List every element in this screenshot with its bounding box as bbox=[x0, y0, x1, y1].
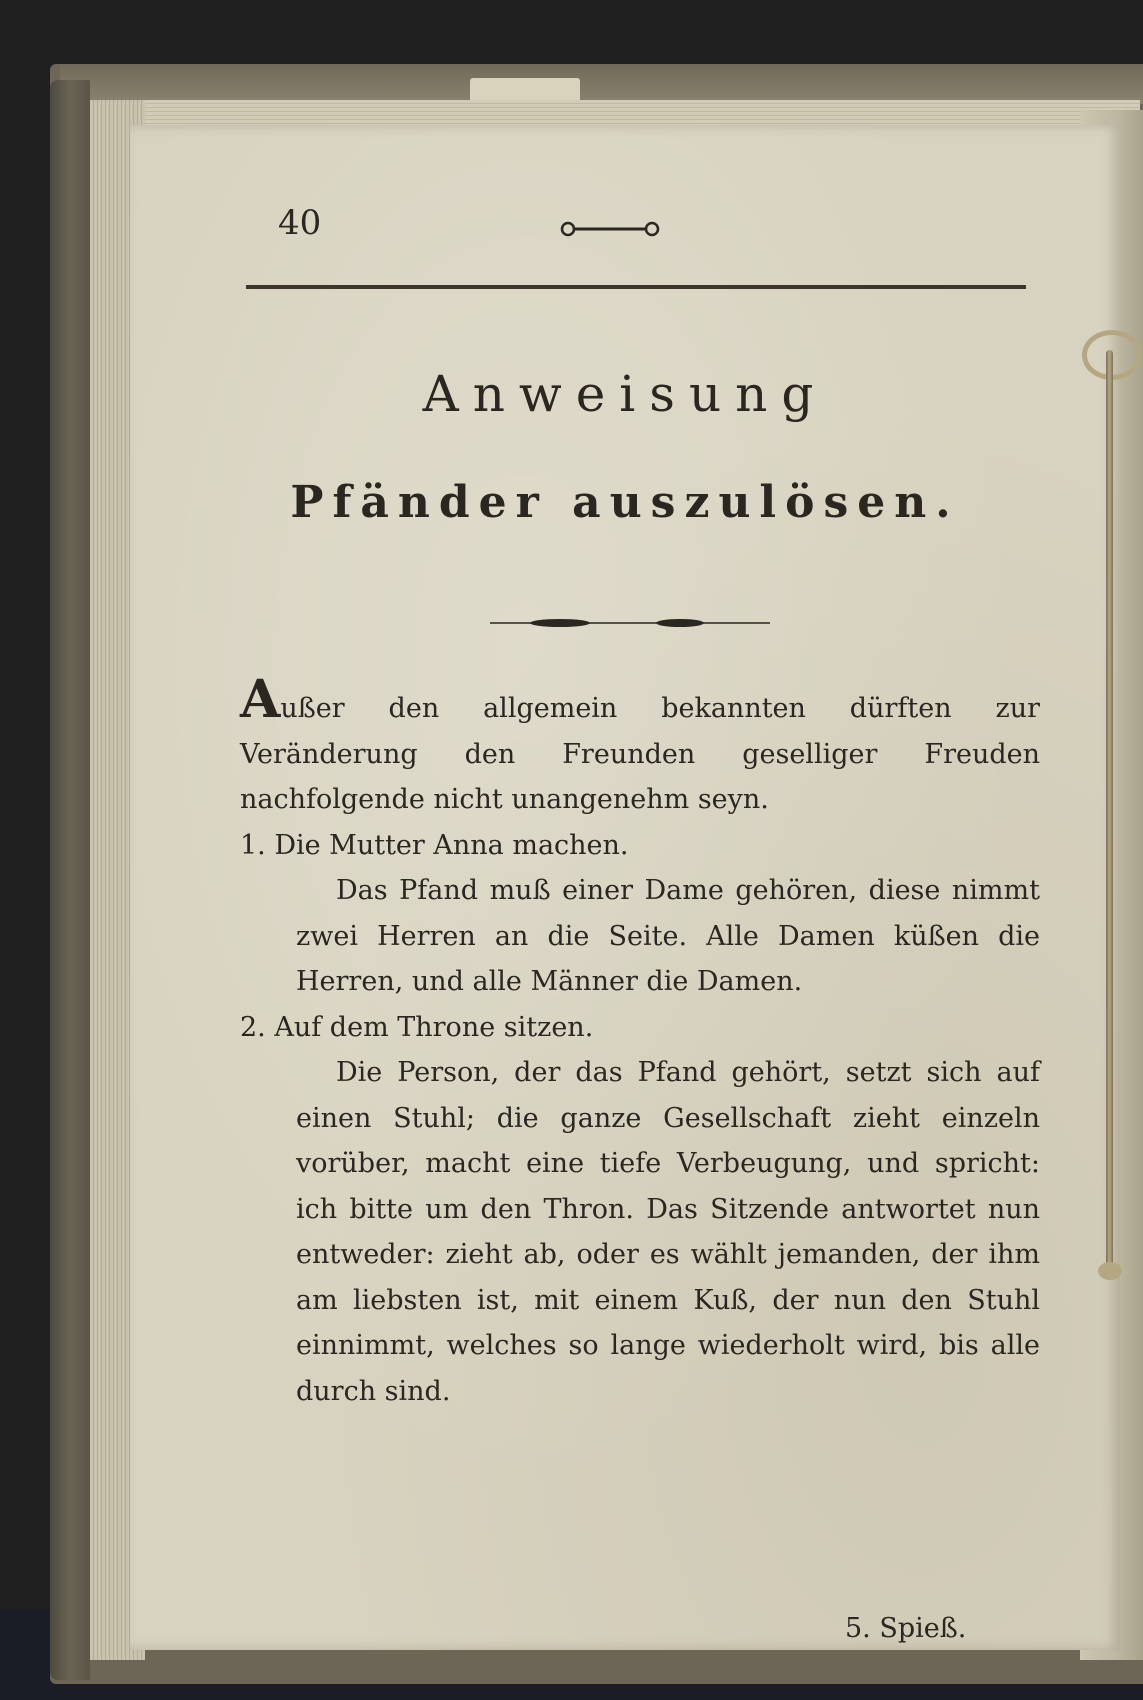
page-title: Anweisung bbox=[422, 365, 828, 423]
book-spine bbox=[50, 80, 90, 1680]
item-body: Das Pfand muß einer Dame gehören, diese nimmt zwei Herren an die Seite. Alle Damen küßen die Herren, und alle Männer die Damen. bbox=[296, 875, 1040, 997]
header-rule bbox=[246, 285, 1026, 289]
binding-thread-knot bbox=[1098, 1262, 1122, 1280]
intro-paragraph bbox=[240, 669, 1040, 823]
page-number: 40 bbox=[278, 203, 322, 243]
page-subtitle: Pfänder auszulösen. bbox=[290, 477, 960, 528]
item-heading: 2. Auf dem Throne sitzen. bbox=[240, 1011, 594, 1043]
catchword: 5. Spieß. bbox=[845, 1613, 967, 1644]
item-heading: 1. Die Mutter Anna machen. bbox=[240, 829, 629, 861]
drop-initial: A bbox=[240, 669, 281, 730]
book-top-edge bbox=[60, 64, 1143, 104]
book-page bbox=[130, 125, 1120, 1650]
item-body: Die Person, der das Pfand gehört, setzt sich auf einen Stuhl; die ganze Gesellschaft zieht einzeln vorüber, macht eine tiefe Verbeugung, und spricht: ich bitte um den Thron. Das Sitzende antwortet nun entweder: zieht ab, oder es wählt jemanden, der ihm am liebsten ist, mit einem Kuß, der nun den Stuhl einnimmt, welches so lange wiederholt wird, bis alle durch sind. bbox=[296, 1057, 1040, 1407]
page-body bbox=[240, 669, 1040, 1414]
binding-thread bbox=[1106, 350, 1113, 1280]
header-ornament-icon bbox=[560, 221, 660, 237]
divider-ornament-icon bbox=[480, 615, 780, 631]
intro-text: ußer den allgemein bekannten dürften zur Veränderung den Freunden geselliger Freuden nachfolgende nicht unangenehm seyn. bbox=[240, 693, 1040, 815]
